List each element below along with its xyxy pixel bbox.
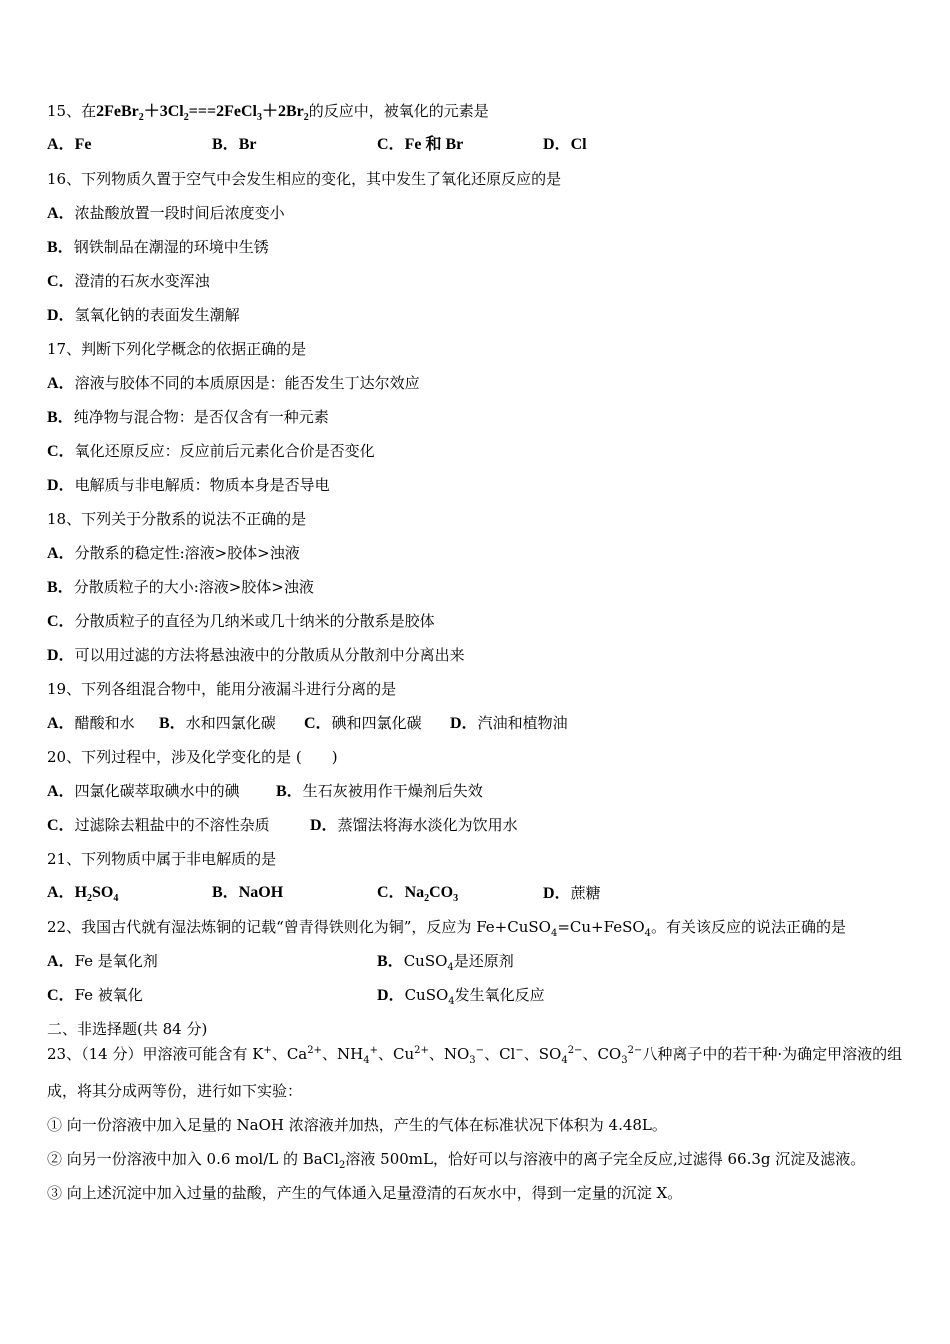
q19-stem: 19、下列各组混合物中，能用分液漏斗进行分离的是 (47, 680, 397, 698)
q23-step-2: ② 向另一份溶液中加入 0.6 mol/L 的 BaCl$_2$溶液 500mL，恰好可以与溶液中的离子完全反应,过滤得 66.3g 沉淀及滤液。 (47, 1150, 866, 1171)
q20-option-d[interactable]: D．蒸馏法将海水淡化为饮用水 (310, 816, 518, 834)
q19-option-c[interactable]: C．碘和四氯化碳 (304, 714, 422, 732)
q21-option-d[interactable]: D．蔗糖 (543, 884, 601, 902)
q21-stem: 21、下列物质中属于非电解质的是 (47, 850, 277, 868)
q17-option-d[interactable]: D．电解质与非电解质：物质本身是否导电 (47, 476, 330, 494)
q22-stem: 22、我国古代就有湿法炼铜的记载“曾青得铁则化为铜”，反应为 Fe+CuSO$_4$=Cu+FeSO$_4$。有关该反应的说法正确的是 (47, 918, 847, 939)
q16-option-c[interactable]: C．澄清的石灰水变浑浊 (47, 272, 210, 290)
q18-option-c[interactable]: C．分散质粒子的直径为几纳米或几十纳米的分散系是胶体 (47, 612, 435, 630)
q16-option-a[interactable]: A．浓盐酸放置一段时间后浓度变小 (47, 204, 285, 222)
q15-stem-tail: 的反应中，被氧化的元素是 (308, 102, 489, 120)
q21-option-b[interactable]: B．NaOH (212, 884, 284, 901)
q16-stem: 16、下列物质久置于空气中会发生相应的变化，其中发生了氧化还原反应的是 (47, 170, 562, 188)
q19-option-a[interactable]: A．醋酸和水 (47, 714, 135, 732)
q17-stem: 17、判断下列化学概念的依据正确的是 (47, 340, 307, 358)
q23-step-1: ① 向一份溶液中加入足量的 NaOH 浓溶液并加热，产生的气体在标准状况下体积为 4.48L。 (47, 1116, 667, 1134)
q17-option-b[interactable]: B．纯净物与混合物：是否仅含有一种元素 (47, 408, 329, 426)
q17-option-a[interactable]: A．溶液与胶体不同的本质原因是：能否发生丁达尔效应 (47, 374, 420, 392)
q19-option-b[interactable]: B．水和四氯化碳 (159, 714, 276, 732)
q20-stem: 20、下列过程中，涉及化学变化的是 ( ) (47, 748, 338, 766)
q21-option-c[interactable]: C．$Na_2CO_3$ (377, 884, 459, 905)
q15-option-a[interactable]: A．Fe (47, 136, 92, 153)
q20-option-c[interactable]: C．过滤除去粗盐中的不溶性杂质 (47, 816, 270, 834)
q15-equation: $2FeBr_2+3Cl_2===2FeCl_3+2Br_2$ (96, 103, 309, 124)
q22-option-c[interactable]: C．Fe 被氧化 (47, 986, 143, 1004)
q18-stem: 18、下列关于分散系的说法不正确的是 (47, 510, 307, 528)
section-2-title: 二、非选择题(共 84 分) (47, 1020, 208, 1038)
q21-option-a[interactable]: A．$H_2SO_4$ (47, 884, 119, 905)
q17-option-c[interactable]: C．氧化还原反应：反应前后元素化合价是否变化 (47, 442, 375, 460)
q22-option-d[interactable]: D．CuSO$_4$发生氧化反应 (377, 986, 545, 1007)
q15-stem (47, 101, 489, 122)
q22-option-a[interactable]: A．Fe 是氧化剂 (47, 952, 158, 970)
q22-option-b[interactable]: B．CuSO$_4$是还原剂 (377, 952, 514, 973)
q18-option-a[interactable]: A．分散系的稳定性:溶液>胶体>浊液 (47, 544, 300, 562)
q16-option-d[interactable]: D．氢氧化钠的表面发生潮解 (47, 306, 240, 324)
q23-stem-line2: 成，将其分成两等份，进行如下实验： (47, 1082, 303, 1100)
q15-option-d[interactable]: D．Cl (543, 136, 587, 153)
q20-option-a[interactable]: A．四氯化碳萃取碘水中的碘 (47, 782, 240, 800)
q18-option-d[interactable]: D．可以用过滤的方法将悬浊液中的分散质从分散剂中分离出来 (47, 646, 465, 664)
q23-stem: 23、（14 分）甲溶液可能含有 K+、$Ca^{2+}$、$NH_4^+$、$Cu^{2+}$、$NO_3^-$、Cl−、$SO_4^{2-}$、$CO_3^{2-}$八种离子中的若干种·为确定甲溶液的组 (47, 1045, 903, 1066)
q15-option-b[interactable]: B．Br (212, 136, 257, 153)
q23-step-3: ③ 向上述沉淀中加入过量的盐酸，产生的气体通入足量澄清的石灰水中，得到一定量的沉淀 X。 (47, 1184, 683, 1202)
q15-option-c[interactable]: C．Fe 和 Br (377, 136, 464, 153)
q19-option-d[interactable]: D．汽油和植物油 (450, 714, 568, 732)
q15-number: 15、在 (47, 102, 97, 120)
q18-option-b[interactable]: B．分散质粒子的大小:溶液>胶体>浊液 (47, 578, 314, 596)
q20-option-b[interactable]: B．生石灰被用作干燥剂后失效 (276, 782, 483, 800)
q16-option-b[interactable]: B．钢铁制品在潮湿的环境中生锈 (47, 238, 269, 256)
